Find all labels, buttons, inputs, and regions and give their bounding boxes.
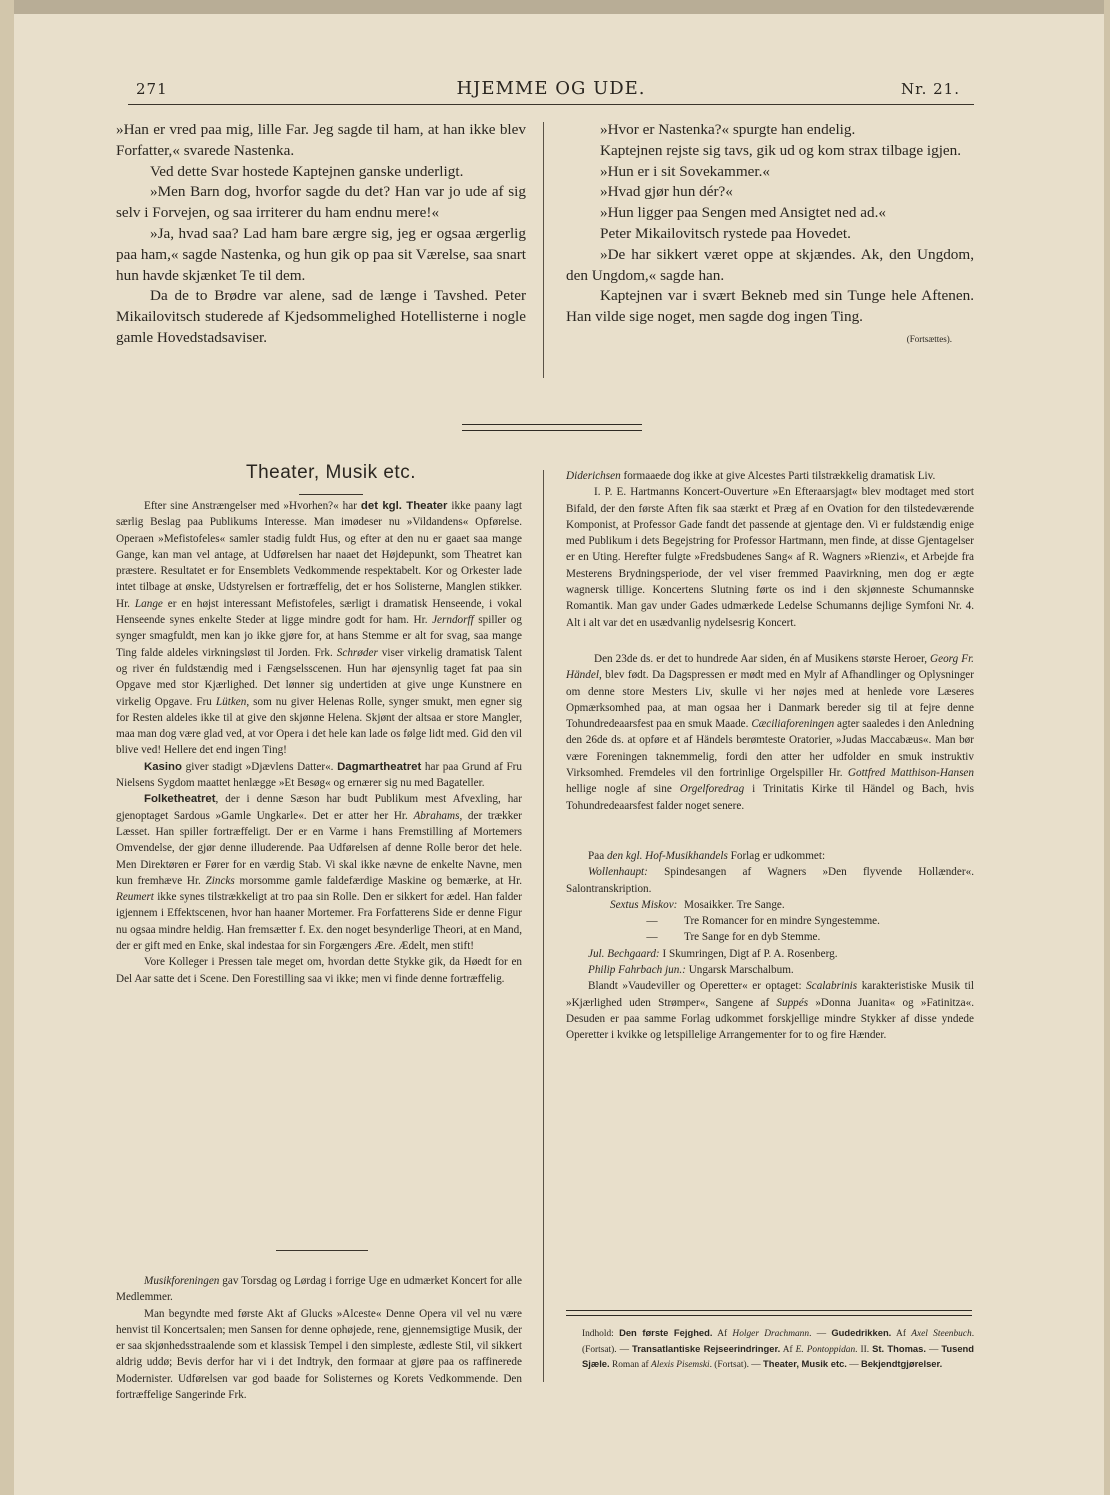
theater-paragraph: Vore Kolleger i Pressen tale meget om, hvordan dette Stykke gik, da Høedt for en Del Aar satte det i Scene. Den Forestilling saa vi ikke; men vi finde denne fortræffelig.	[116, 956, 522, 985]
publication-item: — Tre Romancer for en mindre Syngestemme.	[646, 915, 880, 928]
story-left-column	[116, 120, 526, 349]
continued-note: (Fortsættes).	[906, 333, 952, 344]
story-paragraph: »Hun ligger paa Sengen med Ansigtet ned ad.«	[600, 204, 886, 222]
story-paragraph: »Hvad gjør hun dér?«	[600, 183, 733, 201]
publication-item: Jul. Bechgaard: I Skumringen, Digt af P. A. Rosenberg.	[588, 947, 838, 960]
publications-list	[566, 848, 974, 1044]
publication-item: Sextus Miskov: Mosaikker. Tre Sange.	[610, 898, 785, 911]
theater-right-column	[566, 468, 974, 1044]
contents-label: Indhold:	[582, 1329, 614, 1339]
story-paragraph: »Han er vred paa mig, lille Far. Jeg sagde til ham, at han ikke blev Forfatter,« svarede Nastenka.	[116, 121, 526, 159]
section-title: Theater, Musik etc.	[245, 462, 416, 483]
story-paragraph: »Hvor er Nastenka?« spurgte han endelig.	[600, 121, 856, 138]
venue-name: Folketheatret	[144, 793, 216, 806]
scan-top-edge	[0, 0, 1110, 14]
story-paragraph: Ved dette Svar hostede Kaptejnen ganske underligt.	[150, 162, 464, 180]
story-paragraph: »De har sikkert været oppe at skjændes. Ak, den Ungdom, den Ungdom,« sagde han.	[566, 245, 974, 284]
musik-paragraph: Man begyndte med første Akt af Glucks »Alceste« Denne Opera vil vel nu være henvist til Koncertsalen; men Sansen for denne ophøjede, rene, gjennemsigtige Musik, der er saa skjønhedsstraalende som et klassisk Tempel i den simpleste, ædleste Stil, vil sikkert aldrig uddø; Bevis derfor har vi i det Indtryk, den formaar at gjøre paa os raffinerede Modernister. Udførelsen var god baade for Solisternes og Korets Vedkommende. Den fortræffelige Sangerinde Frk.	[116, 1307, 522, 1402]
column-divider	[543, 122, 544, 378]
story-paragraph: Da de to Brødre var alene, sad de længe i Tavshed. Peter Mikailovitsch studerede af Kjedsommelighed Hotellisterne i nogle gamle Hovedstadsaviser.	[116, 287, 526, 346]
handel-paragraph: Den 23de ds. er det to hundrede Aar siden, én af Musikens største Heroer, Georg Fr. Händel, blev født. Da Dagspressen er mødt med en Mylr af Afhandlinger og Oplysninger om denne store Mesters Liv, skulle vi her nøjes med at henlede vore Læseres Opmærksomhed paa, at man ogsaa her i Danmark bereder sig til at fejre denne Tohundredeaarsfest paa en smuk Maade. Cæciliaforeningen agter saaledes i den Anledning den 26de ds. at opføre et af Händels berømteste Oratorier, »Judas Maccabæus«. Man bør være Foreningen taknemmelig, fordi den atter her udfolder en smuk instruktiv Virksomhed. Fremdeles vil den fortrinlige Orgelspiller Hr. Gottfred Matthison-Hansen hellige nogle af sine Orgelforedrag i Trinitatis Kirke til Händel og Bach, hvis Tohundredeaarsfest falder noget senere.	[566, 652, 974, 812]
issue-number: Nr. 21.	[900, 80, 960, 98]
theater-left-column	[116, 498, 522, 987]
story-right-column	[566, 120, 974, 346]
contents-rule	[566, 1310, 972, 1316]
venue-name: Kasino	[144, 760, 182, 773]
section-separator	[462, 424, 642, 431]
story-paragraph: Peter Mikailovitsch rystede paa Hovedet.	[600, 224, 851, 242]
subsection-rule	[276, 1250, 368, 1251]
theater-paragraph: Kasino giver stadigt »Djævlens Datter«. Dagmartheatret har paa Grund af Fru Nielsens Sygdom maattet henlægge »Et Besøg« og ernærer sig nu med Bagateller.	[116, 760, 522, 790]
musik-paragraph: Musikforeningen gav Torsdag og Lørdag i forrige Uge en udmærket Koncert for alle Medlemmer.	[116, 1275, 522, 1304]
publication-item: Philip Fahrbach jun.: Ungarsk Marschalbum.	[588, 964, 794, 977]
story-paragraph: Kaptejnen var i svært Bekneb med sin Tunge hele Aftenen. Han vilde sige noget, men sagde dog ingen Ting.	[566, 287, 974, 326]
scan-right-edge	[1104, 0, 1110, 1495]
journal-title: HJEMME OG UDE.	[456, 78, 646, 99]
story-paragraph: »Hun er i sit Sovekammer.«	[600, 162, 770, 180]
musik-paragraph-continued: Diderichsen formaaede dog ikke at give Alcestes Parti tilstrækkelig dramatisk Liv.	[566, 470, 936, 482]
musik-paragraph: I. P. E. Hartmanns Koncert-Ouverture »En Efteraarsjagt« blev modtaget med stort Bifald, der den første Aften fik saa stærkt et Præg af en Ovation for den tilstedeværende Komponist, at Professor Gade fandt det passende at gjentage den. Vi er fuldstændig enige med Publikum i dets Begejstring for Professor Hartmann, men finde, at disse Gjentagelser er en Uting. Herefter fulgte »Fredsbudenes Sang« af R. Wagners »Rienzi«, et Arbejde fra Mesterens Brydningsperiode, der vel viser fremmed Paavirkning, men dog er ægte wagnersk tillige. Koncertens Slutning førte os ind i den skjønneste Schumannske Romantik. Man gav under Gades udmærkede Ledelse Schumanns dejlige Symfoni Nr. 4. Alt i alt var det en usædvanlig nydelsesrig Koncert.	[566, 486, 974, 629]
page-number: 271	[136, 80, 168, 98]
column-divider	[543, 470, 544, 1382]
title-underline	[299, 494, 363, 495]
issue-contents: Indhold: Den første Fejghed. Af Holger Drachmann. — Gudedrikken. Af Axel Steenbuch. (Fortsat). — Transatlantiske Rejseerindringer. Af E. Pontoppidan. II. St. Thomas. — Tusend Sjæle. Roman af Alexis Pisemski. (Fortsat). — Theater, Musik etc. — Bekjendtgjørelser.	[582, 1327, 975, 1371]
running-header	[128, 76, 974, 105]
venue-name: Dagmartheatret	[337, 760, 422, 773]
story-paragraph: Kaptejnen rejste sig tavs, gik ud og kom strax tilbage igjen.	[600, 141, 962, 159]
story-paragraph: »Men Barn dog, hvorfor sagde du det? Han var jo ude af sig selv i Forvejen, og saa irriterer du ham endnu mere!«	[116, 183, 526, 222]
musik-left-column	[116, 1273, 522, 1403]
venue-name: det kgl. Theater	[360, 500, 448, 512]
theater-paragraph: Folketheatret, der i denne Sæson har budt Publikum mest Afvexling, har gjenoptaget Sardous »Gamle Ungkarle«. Det er atter her Hr. Abrahams, der trækker Læsset. Han spiller fortræffeligt. Der er en Varme i hans Fremstilling af Mortemers Omvendelse, der gjør denne illuderende. Paa Udførelsen af denne Rolle beror det hele. Men Direktøren er Fører for en værdig Stab. Vi skal ikke nævne de enkelte Navne, men kun fremhæve Hr. Zincks morsomme gamle faldefærdige Maskine og bemærke, at Hr. Reumert ikke synes tilstrækkeligt at tro paa sin Rolle. Den er sikkert for ædel. Han falder igjennem i Effektscenen, hvor han haaner Mortemer. Fra Forfatterens Side er denne Figur nu ogsaa mindre heldig. Han fremsætter f. Ex. den noget besynderlige Theori, at en Mand, der er gift med en Enke, skal indestaa for sin Forgængers Ære. Ædelt, men stift!	[116, 793, 522, 953]
publications-intro: Paa den kgl. Hof-Musikhandels Forlag er udkommet:	[588, 849, 826, 862]
scan-left-edge	[0, 0, 14, 1495]
publication-item: Wollenhaupt: Spindesangen af Wagners »Den flyvende Hollænder«. Salontranskription.	[566, 866, 974, 895]
theater-paragraph: Efter sine Anstrængelser med »Hvorhen?« har det kgl. Theater ikke paany lagt særlig Beslag paa Publikums Interesse. Man imødeser nu »Vildandens« Opførelse. Operaen »Mefistofeles« samler stadig fuldt Hus, og efter at den nu er gaaet saa mange Gange, kan man vel antage, at Udførelsen har naaet det Højdepunkt, som Theatret kan præstere. Resultatet er for Ensemblets Vedkommende respektabelt. Kor og Orkester lade intet tilbage at ønske, Udstyrelsen er fortræffelig, det er hos Solisterne, Manglen stikker. Hr. Lange er en højst interessant Mefistofeles, særligt i dramatisk Henseende, i vokal Henseende synes enkelte Steder at ligge mindre godt for ham. Hr. Jerndorff spiller og synger smagfuldt, men kan jo ikke gjøre for, at hans Stemme er alt for svag, saa mange Ting falde aldeles virkningsløst til Jorden. Frk. Schrøder viser virkelig dramatisk Talent og river én fuldstændig med i Fængselsscenen. Hun har øjensynlig taget fat paa sin Opgave med stor Kjærlighed. Det lønner sig undertiden at give unge Kunstnere en virkelig Opgave. Fru Lütken, som nu giver Helenas Rolle, synger smukt, men egner sig for Resten aldeles ikke til at give den skjønne Helena. Skjønt der altsaa er store Mangler, maa man dog være glad ved, at vor Opera i det hele kan lade os følge lidt med. Gid den vil blive ved! Hellere det end ingen Ting!	[116, 500, 523, 757]
story-paragraph: »Ja, hvad saa? Lad ham bare ærgre sig, jeg er ogsaa ærgerlig paa ham,« sagde Nastenka, og hun gik op paa sit Værelse, saa snart hun havde skjænket Te til dem.	[116, 224, 526, 284]
publications-note: Blandt »Vaudeviller og Operetter« er optaget: Scalabrinis karakteristiske Musik til »Kjærlighed uden Strømper«, Sangene af Suppés »Donna Juanita« og »Fatinitza«. Desuden er paa samme Forlag udkommet forskjellige mindre Stykker af disse yndede Operetter i kvikke og letspillelige Arrangementer for to og fire Hænder.	[566, 980, 974, 1042]
publication-item: — Tre Sange for en dyb Stemme.	[646, 931, 821, 944]
